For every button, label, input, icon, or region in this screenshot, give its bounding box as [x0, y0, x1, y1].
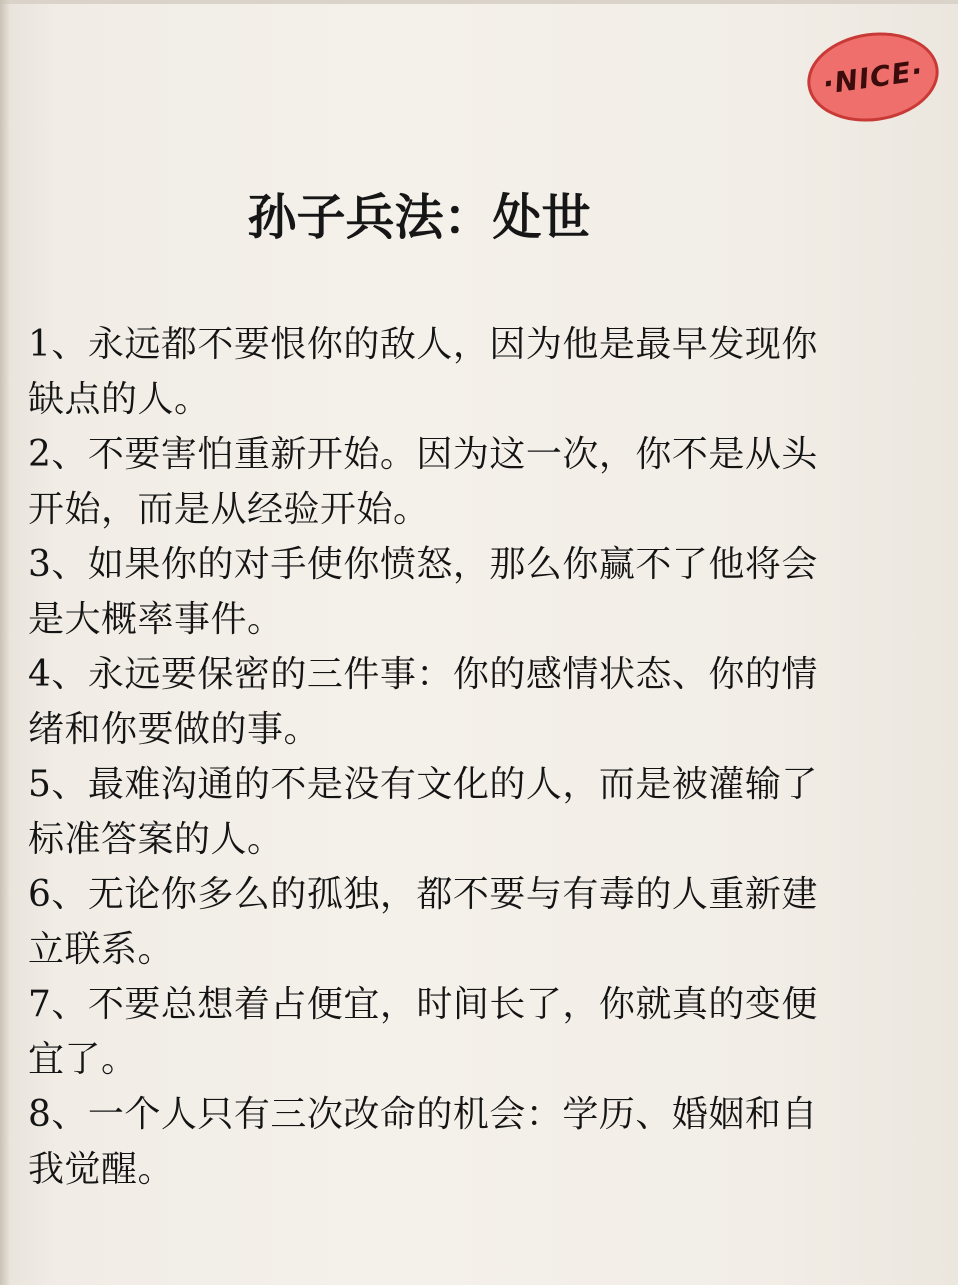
stamp-text: ·NICE·: [820, 53, 926, 101]
list-item: 7、不要总想着占便宜，时间长了，你就真的变便宜了。: [28, 984, 818, 1080]
list-item: 2、不要害怕重新开始。因为这一次，你不是从头开始，而是从经验开始。: [28, 434, 818, 530]
list-item: 8、一个人只有三次改命的机会：学历、婚姻和自我觉醒。: [28, 1094, 818, 1190]
list-item: 1、永远都不要恨你的敌人，因为他是最早发现你缺点的人。: [28, 324, 818, 420]
item-list: [28, 317, 828, 1197]
list-item: 4、永远要保密的三件事：你的感情状态、你的情绪和你要做的事。: [28, 654, 818, 750]
nice-stamp: [802, 24, 945, 130]
page-title: 孙子兵法：处世: [247, 188, 591, 246]
list-item: 5、最难沟通的不是没有文化的人，而是被灌输了标准答案的人。: [28, 764, 818, 860]
list-item: 3、如果你的对手使你愤怒，那么你赢不了他将会是大概率事件。: [28, 544, 818, 640]
list-item: 6、无论你多么的孤独，都不要与有毒的人重新建立联系。: [28, 874, 818, 970]
page-top-edge: [0, 0, 958, 4]
